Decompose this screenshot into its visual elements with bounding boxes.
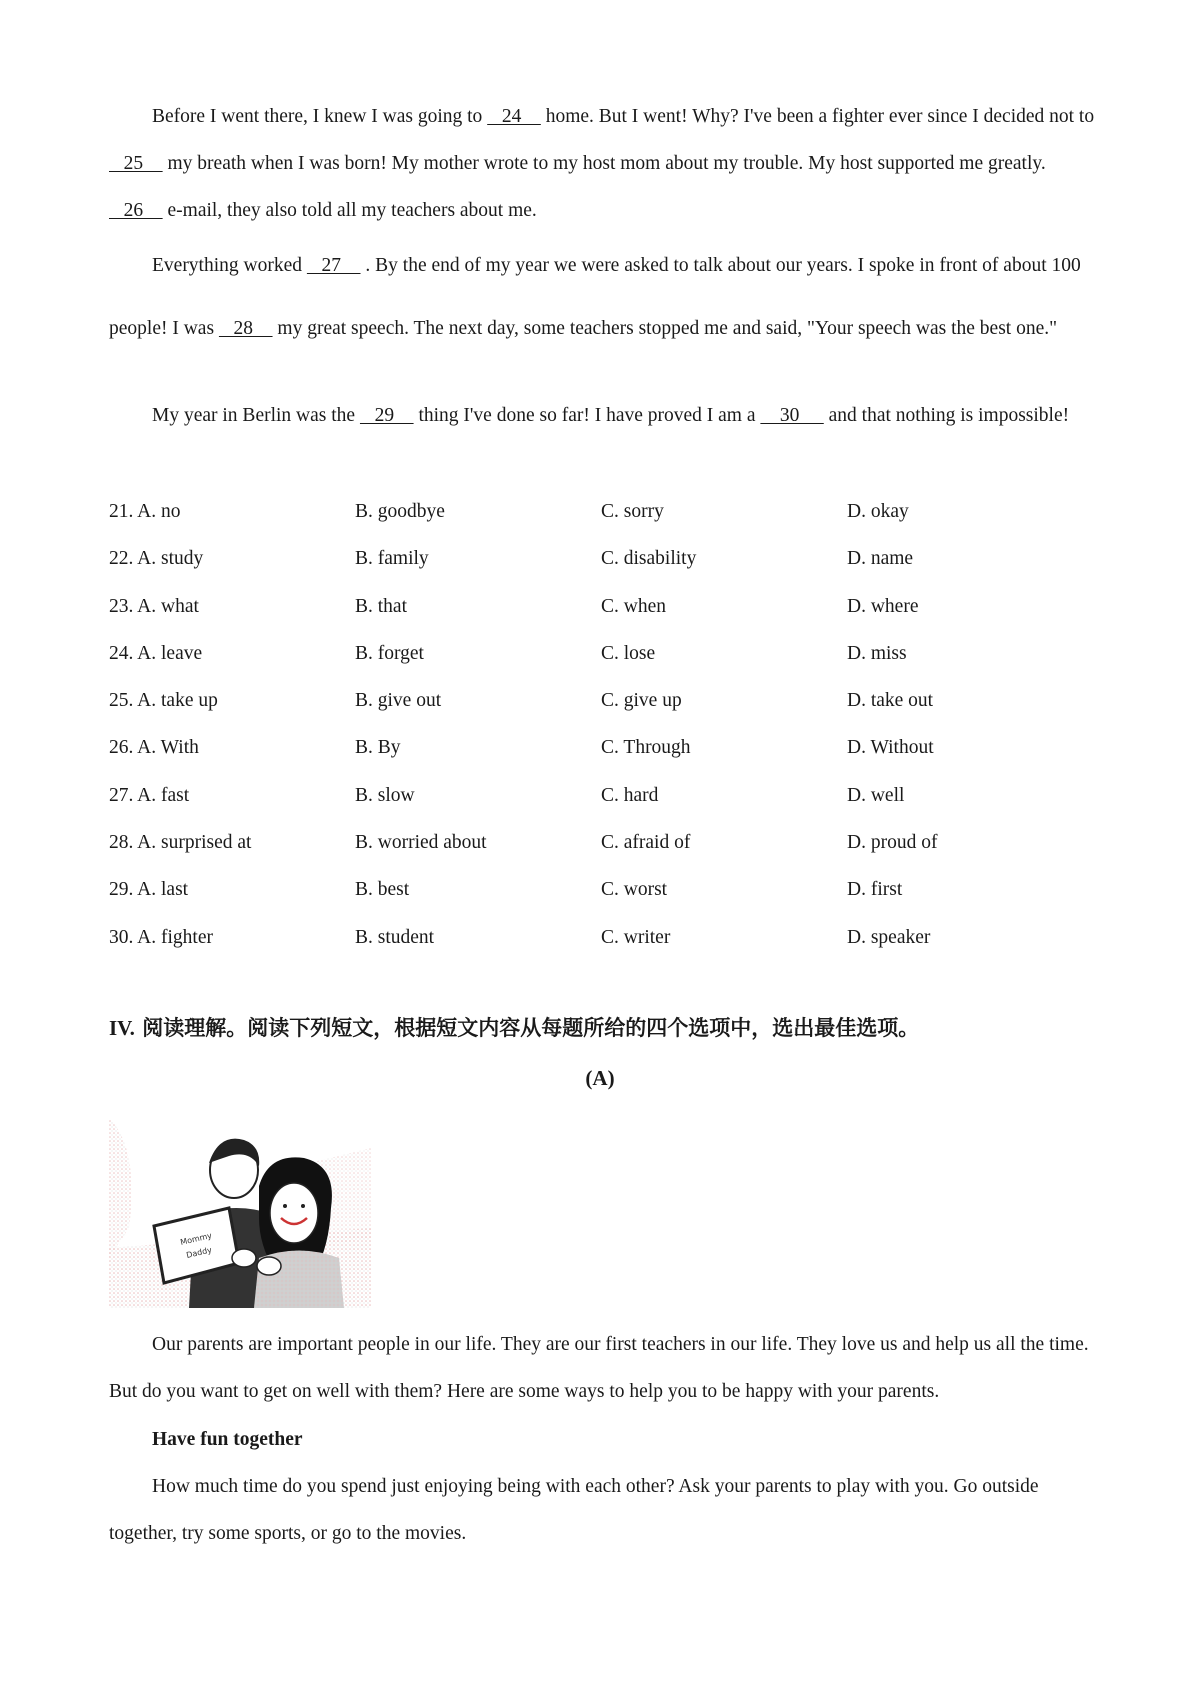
parents-illustration-image: [109, 1108, 371, 1308]
option-a: 25. A. take up: [109, 690, 218, 712]
option-a: 26. A. With: [109, 737, 199, 759]
reading-intro-paragraph: Our parents are important people in our life. They are our first teachers in our life. They love us and help us all the time. But do you want to get on well with them? Here are some ways to help you to be happy with your parents.: [109, 1334, 1089, 1402]
option-b: B. that: [355, 595, 407, 617]
section-instruction: 阅读理解。阅读下列短文，根据短文内容从每题所给的四个选项中，选出最佳选项。: [134, 1016, 920, 1040]
option-row-21: [109, 488, 1101, 535]
option-row-27: [109, 772, 1101, 819]
option-row-25: [109, 677, 1101, 724]
option-b: B. family: [355, 548, 429, 570]
text: My year in Berlin was the: [152, 405, 360, 426]
option-d: D. name: [847, 548, 914, 570]
option-row-24: [109, 630, 1101, 677]
section-number: IV.: [109, 1016, 135, 1040]
option-a: 24. A. leave: [109, 642, 203, 664]
option-d: D. first: [847, 879, 903, 901]
option-c: C. Through: [601, 737, 691, 759]
option-b: B. slow: [355, 784, 415, 806]
text: thing I've done so far! I have proved I am a: [413, 405, 761, 426]
option-a: 29. A. last: [109, 879, 189, 901]
passage-label: (A): [585, 1066, 615, 1090]
text: home. But I went! Why? I've been a fighter ever since I decided not to: [540, 106, 1095, 127]
blank-29: 29: [359, 405, 414, 426]
option-b: B. By: [355, 737, 401, 759]
option-d: D. okay: [847, 501, 909, 522]
options-table: [109, 488, 1101, 961]
option-row-28: [109, 819, 1101, 866]
option-a: 28. A. surprised at: [109, 832, 252, 854]
option-c: C. hard: [601, 784, 659, 806]
section-title: [109, 1006, 1101, 1050]
option-c: C. disability: [601, 548, 697, 570]
option-d: D. miss: [847, 642, 907, 664]
reading-subheading: Have fun together: [152, 1429, 303, 1450]
passage-paragraph-1: [109, 93, 1101, 234]
text: e-mail, they also told all my teachers about me.: [162, 200, 537, 221]
option-b: B. goodbye: [355, 501, 445, 522]
book-text: Mommy: [179, 1230, 213, 1247]
blank-28: 28: [218, 318, 273, 339]
option-a: 22. A. study: [109, 548, 204, 570]
book-text: Daddy: [185, 1245, 213, 1260]
option-b: B. forget: [355, 642, 424, 664]
reading-body-paragraph: How much time do you spend just enjoying being with each other? Ask your parents to play with you. Go outside together, try some sports, or go to the movies.: [109, 1476, 1039, 1544]
option-b: B. student: [355, 926, 435, 948]
option-row-29: [109, 866, 1101, 913]
option-c: C. give up: [601, 690, 682, 712]
option-c: C. afraid of: [601, 832, 691, 854]
option-row-22: [109, 535, 1101, 582]
option-a: 21. A. no: [109, 501, 181, 522]
blank-27: 27: [306, 255, 361, 276]
option-c: C. lose: [601, 642, 656, 664]
blank-26: 26: [109, 200, 163, 221]
text: my breath when I was born! My mother wrote to my host mom about my trouble. My host supported me greatly.: [162, 153, 1046, 174]
option-d: D. speaker: [847, 926, 931, 948]
option-b: B. worried about: [355, 832, 487, 854]
blank-25: 25: [109, 153, 163, 174]
option-d: D. well: [847, 784, 905, 806]
parents-illustration: [109, 1108, 371, 1308]
blank-24: 24: [487, 106, 541, 127]
option-row-26: [109, 724, 1101, 771]
option-c: C. when: [601, 595, 666, 617]
option-d: D. Without: [847, 737, 934, 759]
option-c: C. sorry: [601, 501, 664, 522]
text: Before I went there, I knew I was going to: [152, 106, 488, 127]
blank-30: 30: [760, 405, 824, 426]
option-a: 30. A. fighter: [109, 926, 213, 948]
option-d: D. where: [847, 595, 919, 617]
text: my great speech. The next day, some teachers stopped me and said, "Your speech was the best one.": [272, 318, 1058, 339]
option-d: D. take out: [847, 690, 934, 712]
option-d: D. proud of: [847, 832, 938, 854]
option-a: 23. A. what: [109, 595, 199, 617]
option-row-30: [109, 914, 1101, 961]
option-c: C. worst: [601, 879, 668, 901]
option-b: B. give out: [355, 690, 442, 712]
option-row-23: [109, 583, 1101, 630]
passage-paragraph-3: [109, 392, 1101, 439]
option-b: B. best: [355, 879, 410, 901]
text: Everything worked: [152, 255, 307, 276]
text: and that nothing is impossible!: [823, 405, 1070, 426]
text: . By the end of my year we were asked to talk about our years. I spoke in front of about 100 people! I was: [109, 255, 1081, 339]
option-a: 27. A. fast: [109, 784, 190, 806]
passage-paragraph-2: [109, 234, 1101, 360]
option-c: C. writer: [601, 926, 671, 948]
